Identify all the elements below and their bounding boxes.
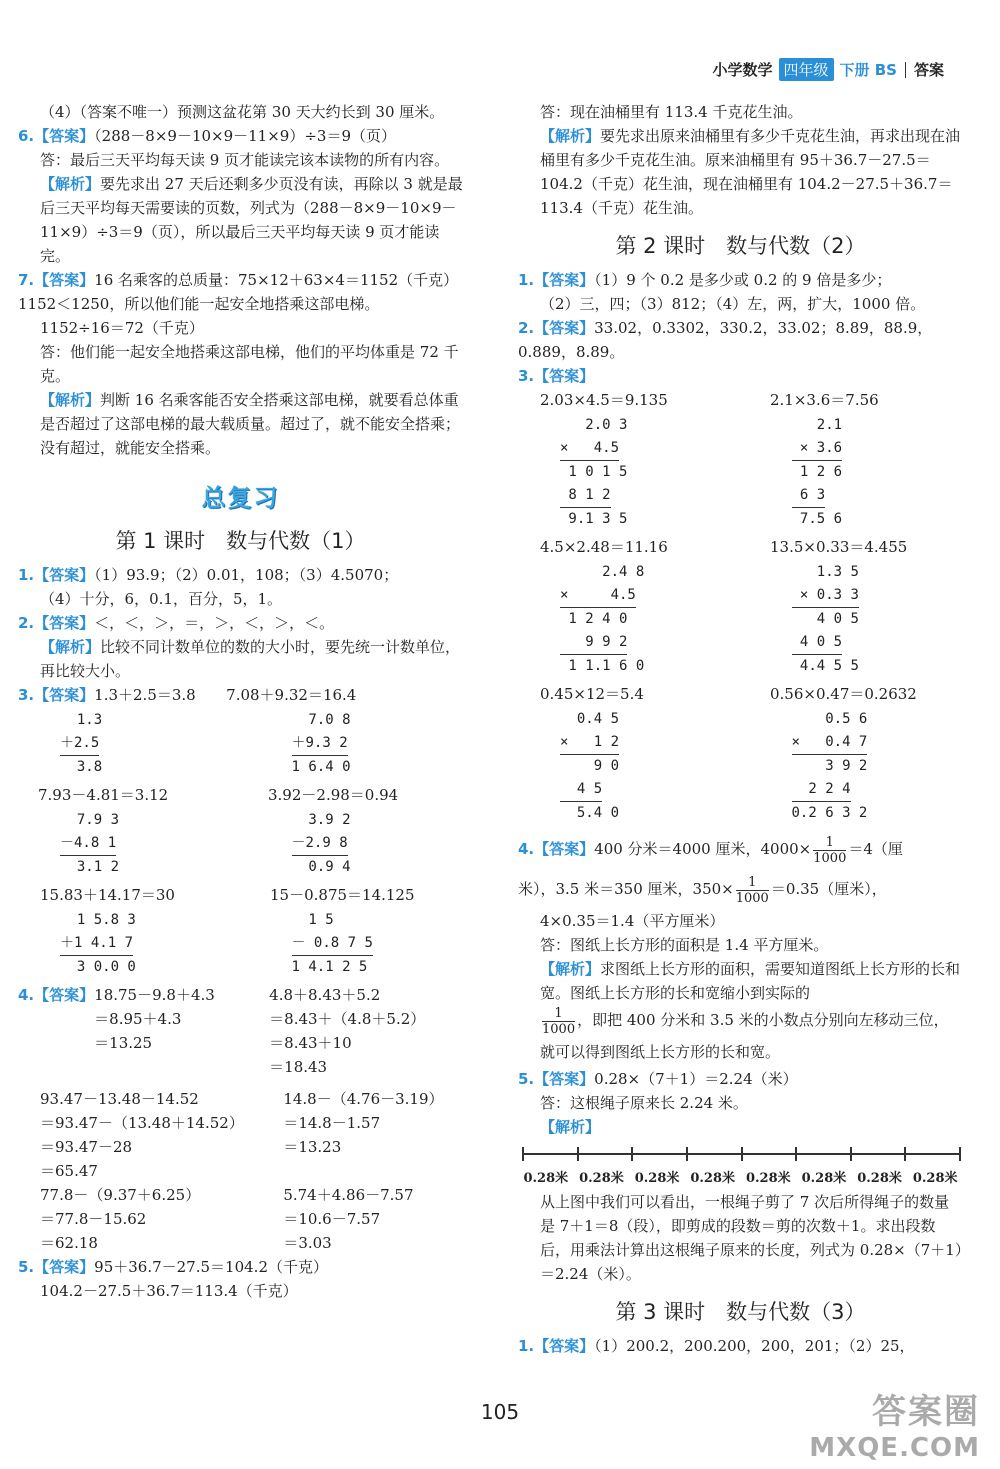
calc-row: ＋2.5 xyxy=(60,732,99,756)
segment-label: 0.28米 xyxy=(634,1170,680,1186)
calc-row: 3.9 2 xyxy=(291,812,351,828)
page-number: 105 xyxy=(480,1400,520,1424)
calc-row: × 4.5 xyxy=(560,584,636,608)
vertical-calc xyxy=(792,708,964,825)
review-q5: 5.【答案】95＋36.7－27.5＝104.2（千克） xyxy=(18,1258,328,1276)
rope-tick xyxy=(959,1147,961,1161)
analysis: 【解析】判断 16 名乘客能否安全搭乘这部电梯，就要看总体重是否超过了这部电梯的最大载质量。超过了，就不能安全搭乘；没有超过，就能安全搭乘。 xyxy=(40,391,461,457)
calc-row: × 1 2 xyxy=(560,731,619,755)
calc-row: －2.9 8 xyxy=(292,832,348,856)
rope-diagram xyxy=(518,1145,963,1165)
segment-label: 0.28米 xyxy=(523,1170,569,1186)
segment-label: 0.28米 xyxy=(690,1170,736,1186)
answer-statement: 答：他们能一起安全地搭乘这部电梯，他们的平均体重是 72 千克。 xyxy=(40,343,459,385)
calc-row: 2.1 xyxy=(791,417,843,433)
segment-label: 0.28米 xyxy=(857,1170,902,1186)
lesson-title: 第 2 课时 数与代数（2） xyxy=(615,234,866,258)
rope-tick xyxy=(795,1147,797,1161)
vertical-calc xyxy=(292,909,464,979)
rope-tick xyxy=(522,1147,524,1161)
calc-row: 1 5.8 3 xyxy=(60,912,136,928)
calc-steps xyxy=(40,1087,243,1183)
answer-statement: 答：现在油桶里有 113.4 千克花生油。 xyxy=(540,103,803,121)
rope-tick xyxy=(850,1147,852,1161)
calc-row: 2 2 4 xyxy=(792,778,851,802)
analysis-text: 从上图中我们可以看出，一根绳子剪了 7 次后所得绳子的数量是 7＋1＝8（段），即剪成的段数＝剪的次数＋1。求出段数后，用乘法计算出这根绳子原来的长度，列式为 0.28×（7＋1）＝2.24（米）。 xyxy=(540,1192,963,1283)
calc-row: 3.1 2 xyxy=(60,859,120,875)
analysis: 【解析】要先求出 27 天后还剩多少页没有读，再除以 3 就是最后三天平均每天需要读的页数，列式为（288－8×9－10×9－11×9）÷3＝9（页），所以最后三天平均每天读 9 页才能读完。 xyxy=(40,175,463,265)
vertical-calc xyxy=(560,414,732,531)
calc-step: ＝93.47－（13.48＋14.52） xyxy=(40,1114,244,1132)
calc-step: ＝93.47－28 xyxy=(40,1138,133,1156)
calc-row: 2.0 3 xyxy=(560,417,628,433)
calc-row: 4.4 5 5 xyxy=(791,658,859,674)
review-q2: 2.【答案】＜，＜，＞，＝，＞，＜，＞，＜。 xyxy=(18,614,335,632)
analysis-label: 【解析】 xyxy=(540,1117,601,1136)
text-paragraph: （4）（答案不唯一）预测这盆花第 30 天大约长到 30 厘米。 xyxy=(40,103,445,121)
analysis: 【解析】要先求出原来油桶里有多少千克花生油，再求出现在油桶里有多少千克花生油。原来油桶里有 95＋36.7－27.5＝104.2（千克）花生油，现在油桶里有 104.2－27.5＋36.7＝113.4（千克）花生油。 xyxy=(540,127,961,217)
calc-row: 4 5 xyxy=(560,778,602,802)
calc-row: 7.9 3 xyxy=(60,812,120,828)
calc-row: 3 0.0 0 xyxy=(60,959,136,975)
calc-step: 18.75－9.8＋4.3 xyxy=(94,986,215,1004)
header-subject: 小学数学 xyxy=(712,61,773,79)
rope-tick xyxy=(577,1147,579,1161)
calc-row: 1 2 6 xyxy=(791,464,843,480)
watermark-logo: 答案圈 MXQE.COM xyxy=(809,1392,980,1463)
review-q1: 1.【答案】（1）93.9；（2）0.01，108；（3）4.5070； xyxy=(18,566,399,584)
lesson2-q2: 2.【答案】33.02，0.3302，330.2，33.02；8.89，88.9，0.889，8.89。 xyxy=(518,319,933,361)
analysis: 【解析】求图纸上长方形的面积，需要知道图纸上长方形的长和宽。图纸上长方形的长和宽缩小到实际的 xyxy=(540,960,961,1002)
calc-step: ＝8.43＋（4.8＋5.2） xyxy=(269,1010,426,1028)
answer-statement: 答：最后三天平均每天读 9 页才能读完该本读物的所有内容。 xyxy=(40,151,450,169)
calc-row: 4 0 5 xyxy=(791,611,859,627)
calc-step: ＝13.25 xyxy=(94,1034,153,1052)
calc-row: 0.4 5 xyxy=(560,711,620,727)
header-divider xyxy=(905,62,906,78)
calc-row: 4 0 5 xyxy=(792,631,843,655)
calc-line: 1152÷16＝72（千克） xyxy=(40,319,204,337)
calc-step: ＝14.8－1.57 xyxy=(283,1114,381,1132)
calc-steps xyxy=(94,983,269,1079)
calc-step: ＝18.43 xyxy=(269,1058,328,1076)
page-header xyxy=(712,58,944,81)
lesson2-q1: 1.【答案】（1）9 个 0.2 是多少或 0.2 的 9 倍是多少； xyxy=(518,271,892,289)
vertical-calc xyxy=(560,708,732,825)
calc-step: ＝77.8－15.62 xyxy=(40,1210,147,1228)
calc-step: ＝8.95＋4.3 xyxy=(94,1010,182,1028)
calc-step: ＝8.43＋10 xyxy=(269,1034,352,1052)
calc-steps xyxy=(40,1183,243,1255)
segment-label: 0.28米 xyxy=(745,1170,791,1186)
review-q1-cont: （4）十分，6，0.1，百分，5，1。 xyxy=(40,590,283,608)
calc-row: 1 1.1 6 0 xyxy=(560,658,645,674)
calc-step: ＝13.23 xyxy=(283,1138,342,1156)
calc-step: ＝3.03 xyxy=(283,1234,332,1252)
calc-row: ＋9.3 2 xyxy=(292,732,348,756)
calc-step: 14.8－（4.76－3.19） xyxy=(283,1090,444,1108)
lesson2-q3: 3.【答案】 xyxy=(518,367,595,385)
segment-label: 0.28米 xyxy=(801,1170,847,1186)
answer-statement: 答：图纸上长方形的面积是 1.4 平方厘米。 xyxy=(540,936,829,954)
calc-steps xyxy=(283,1087,463,1183)
calc-row: 1 4.1 2 5 xyxy=(291,959,368,975)
analysis-cont: $\frac{1}{1000}$ ，即把 400 分米和 3.5 米的小数点分别向左移动三位，就可以得到图纸上长方形的长和宽。 xyxy=(540,1005,949,1061)
review-q3: 3. 【答案】 1.3＋2.5＝3.8 7.08＋9.32＝16.4 1.3 ＋2.5 3.8 7.0 8 ＋9.3 2 1 6.4 0 7.93－4.81＝3.12 3.92－2.98＝0.94 7.9 3 －4.8 1 3.1 2 3.9 2 －2.9 8 0.9 4 15.83＋14.17＝30 15－0.875＝14.125 1 5.8 3 ＋1 4.1 7 3 0.0 0 1 5 － 0.8 7 5 1 4.1 2 5 xyxy=(18,683,463,983)
calc-row: × 4.5 xyxy=(560,437,619,461)
lesson-title: 第 3 课时 数与代数（3） xyxy=(615,1299,866,1324)
header-section: 答案 xyxy=(913,61,944,79)
vertical-calc xyxy=(292,709,464,779)
calc-row: 7.5 6 xyxy=(791,511,843,527)
calc-step: 77.8－（9.37＋6.25） xyxy=(40,1186,201,1204)
vertical-calc xyxy=(60,709,232,779)
calc-step: 93.47－13.48－14.52 xyxy=(40,1090,199,1108)
header-term: 下册 BS xyxy=(839,61,897,79)
calc-row: 7.0 8 xyxy=(291,712,351,728)
calc-row: 0.5 6 xyxy=(791,711,868,727)
calc-row: × 0.4 7 xyxy=(792,731,868,755)
vertical-calc xyxy=(60,809,232,879)
answer-statement: 答：这根绳子原来长 2.24 米。 xyxy=(540,1093,748,1112)
lesson2-q1-cont: （2）三，四；（3）812；（4）左，两，扩大，1000 倍。 xyxy=(540,295,926,313)
rope-tick xyxy=(904,1147,906,1161)
calc-row: × 0.3 3 xyxy=(792,584,859,608)
segment-label: 0.28米 xyxy=(912,1170,958,1186)
vertical-calc xyxy=(292,809,464,879)
rope-tick xyxy=(741,1147,743,1161)
calc-row: 2.4 8 xyxy=(560,564,645,580)
calc-row: －4.8 1 xyxy=(60,832,116,856)
calc-row: 1.3 xyxy=(60,712,103,728)
rope-tick xyxy=(631,1147,633,1161)
calc-step: 5.74＋4.86－7.57 xyxy=(283,1186,414,1204)
calc-row: 9.1 3 5 xyxy=(560,511,628,527)
vertical-calc xyxy=(792,561,964,678)
calc-row: 1 2 4 0 xyxy=(560,611,628,627)
calc-step: ＝62.18 xyxy=(40,1234,98,1252)
fraction: $\frac{1}{1000}$ xyxy=(735,874,769,906)
calc-row: 1 5 xyxy=(291,912,334,928)
question-6: 6.【答案】（288－8×9－10×9－11×9）÷3＝9（页） xyxy=(18,127,396,145)
lesson2-q5: 5.【答案】0.28×（7＋1）＝2.24（米） xyxy=(518,1069,798,1088)
calc-row: 5.4 0 xyxy=(560,805,620,821)
calc-step: ＝65.47 xyxy=(40,1162,98,1180)
calc-row: 9 0 xyxy=(560,758,620,774)
vertical-calc xyxy=(560,561,732,678)
fraction: $\frac{1}{1000}$ xyxy=(542,1005,576,1037)
calc-step: ＝10.6－7.57 xyxy=(283,1210,381,1228)
calc-line: 104.2－27.5＋36.7＝113.4（千克） xyxy=(40,1282,298,1300)
calc-row: 9 9 2 xyxy=(560,631,627,655)
calc-steps xyxy=(269,983,425,1079)
calc-step: 4.8＋8.43＋5.2 xyxy=(269,986,381,1004)
calc-row: ＋1 4.1 7 xyxy=(60,932,133,956)
calc-row: 8 1 2 xyxy=(560,484,611,508)
rope-tick xyxy=(686,1147,688,1161)
calc-row: 0.9 4 xyxy=(291,859,351,875)
chapter-title: 总复习 xyxy=(201,484,280,512)
calc-line: 4×0.35＝1.4（平方厘米） xyxy=(540,912,725,930)
fraction: $\frac{1}{1000}$ xyxy=(813,834,847,866)
calc-row: 1.3 5 xyxy=(791,564,859,580)
calc-row: － 0.8 7 5 xyxy=(292,932,373,956)
vertical-calc xyxy=(60,909,232,979)
analysis: 【解析】比较不同计数单位的数的大小时，要先统一计数单位，再比较大小。 xyxy=(40,638,461,680)
right-column: 答：现在油桶里有 113.4 千克花生油。 【解析】要先求出原来油桶里有多少千克花生油，再求出现在油桶里有多少千克花生油。原来油桶里有 95＋36.7－27.5＝104.2（千克）花生油，现在油桶里有 104.2－27.5＋36.7＝113.4（千克）花生油。 第 2 课时 数与代数（2） 1.【答案】（1）9 个 0.2 是多少或 0.2 的 9 倍是多少； （2）三，四；（3）812；（4）左，两，扩大，1000 倍。 2.【答案】33.02，0.3302，330.2，33.02；8.89，88.9，0.889，8.89。 3.【答案】 2.03×4.5＝9.135 2.1×3.6＝7.56 2.0 3 × 4.5 1 0 1 5 8 1 2 9.1 3 5 2.1 × 3.6 1 2 6 6 3 7.5 6 4.5×2.48＝11.16 13.5×0.33＝4.455 2.4 8 × 4.5 1 2 4 0 9 9 2 1 1.1 6 0 1.3 5 × 0.3 3 4 0 5 4 0 5 4.4 5 5 0.45×12＝5.4 0.56×0.47＝0.2632 0.4 5 × 1 2 9 0 4 5 5.4 0 0.5 6 × 0.4 7 3 9 2 2 2 4 0.2 6 3 2 4.【答案】400 分米＝4000 厘米，4000× $\frac{1}{1000}$ ＝4（厘 米），3.5 米＝350 厘米，350× $\frac{1}{1000}$ ＝0.35（厘米）， 4×0.35＝1.4（平方厘米） 答：图纸上长方形的面积是 1.4 平方厘米。 【解析】求图纸上长方形的面积，需要知道图纸上长方形的长和宽。图纸上长方形的长和宽缩小到实际的 $\frac{1}{1000}$ ，即把 400 分米和 3.5 米的小数点分别向左移动三位，就可以得到图纸上长方形的长和宽。 5.【答案】0.28×（7＋1）＝2.24（米） 答：这根绳子原来长 2.24 米。 【解析】 0.28米 0.28米 0.28米 0.28米 0.28米 0.28米 0.28米 0.28米 从上图中我们可以看出，一根绳子剪了 7 次后所得绳子的数量是 7＋1＝8（段），即剪成的段数＝剪的次数＋1。求出段数后，用乘法计算出这根绳子原来的长度，列式为 0.28×（7＋1）＝2.24（米）。 第 3 课时 数与代数（3） 1.【答案】（1）200.2，200.200，200，201；（2）25， xyxy=(518,100,963,1358)
lesson2-q4: 4.【答案】400 分米＝4000 厘米，4000× $\frac{1}{1000}$ ＝4（厘 xyxy=(518,834,903,866)
header-grade: 四年级 xyxy=(779,58,834,81)
question-7: 7.【答案】16 名乘客的总质量：75×12＋63×4＝1152（千克） 1152＜1250，所以他们能一起安全地搭乘这部电梯。 xyxy=(18,271,466,313)
rope-segment-labels xyxy=(518,1167,963,1186)
vertical-calc xyxy=(792,414,964,531)
calc-row: 1 0 1 5 xyxy=(560,464,628,480)
calc-row: 3.8 xyxy=(60,759,103,775)
calc-line: 米），3.5 米＝350 厘米，350× $\frac{1}{1000}$ ＝0.35（厘米）， xyxy=(518,874,887,906)
review-q4: 4. 【答案】 18.75－9.8＋4.3 ＝8.95＋4.3 ＝13.25 4.8＋8.43＋5.2 ＝8.43＋（4.8＋5.2） ＝8.43＋10 ＝18.43 93.47－13.48－14.52 ＝93.47－（13.48＋14.52） ＝93.47－28 ＝65.47 14.8－（4.76－3.19） ＝14.8－1.57 ＝13.23 77.8－（9.37＋6.25） ＝77.8－15.62 ＝62.18 5.74＋4.86－7.57 ＝10.6－7.57 ＝3.03 xyxy=(18,983,463,1255)
calc-row: 0.2 6 3 2 xyxy=(791,805,868,821)
calc-row: 3 9 2 xyxy=(791,758,868,774)
calc-steps xyxy=(283,1183,463,1255)
left-column xyxy=(18,100,466,1303)
calc-row: 1 6.4 0 xyxy=(291,759,351,775)
segment-label: 0.28米 xyxy=(579,1170,624,1186)
calc-row: 6 3 xyxy=(792,484,826,508)
lesson-title: 第 1 课时 数与代数（1） xyxy=(115,529,366,553)
lesson3-q1: 1.【答案】（1）200.2，200.200，200，201；（2）25， xyxy=(518,1336,915,1355)
calc-row: × 3.6 xyxy=(792,437,843,461)
